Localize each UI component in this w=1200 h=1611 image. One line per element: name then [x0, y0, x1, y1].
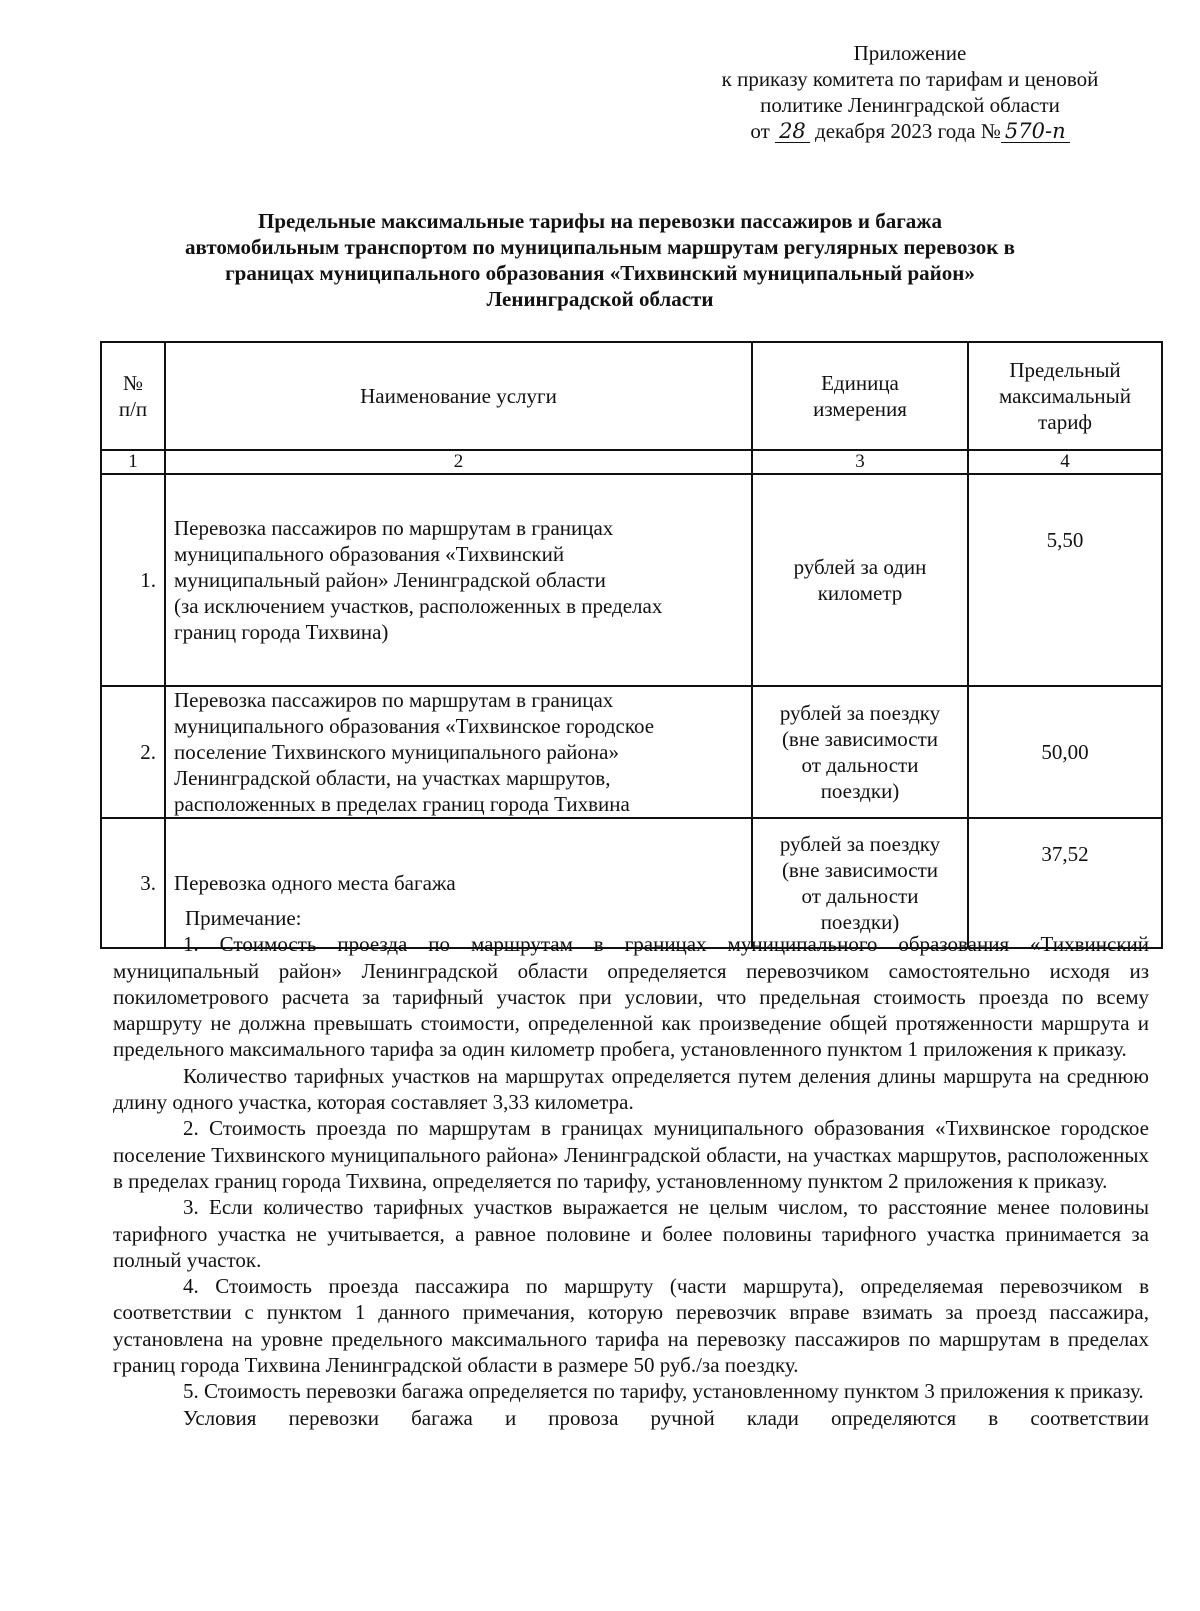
tariff-value: 50,00 [968, 686, 1162, 818]
title-line-2: автомобильным транспортом по муниципальным маршрутам регулярных перевозок в [185, 235, 1015, 259]
note-paragraph-4: 4. Стоимость проезда пассажира по маршруту (части маршрута), определяемая перевозчиком в соответствии с пунктом 1 данного примечания, которую перевозчик вправе взимать за проезд пассажира, установлена на уровне предельного максимального тарифа на перевозку пассажиров по маршрутам в пределах границ города Тихвина Ленинградской области в размере 50 руб./за поездку. [113, 1274, 1149, 1378]
header-no-line-2: п/п [118, 397, 148, 421]
header-no-line-1: № [122, 371, 144, 395]
unit-line: рублей за поездку [779, 832, 941, 856]
unit-line: поездки) [820, 779, 900, 803]
appendix-line-1: Приложение [853, 41, 967, 65]
header-tariff-line-3: тариф [1037, 410, 1093, 434]
tariff-value: 5,50 [968, 474, 1162, 686]
unit-of-measure [752, 686, 968, 818]
date-month-year: декабря 2023 года № [815, 119, 1001, 143]
service-name-line: Перевозка одного места багажа [174, 871, 456, 895]
note-paragraph-5: 5. Стоимость перевозки багажа определяется по тарифу, установленному пунктом 3 приложения к приказу. [183, 1379, 1144, 1404]
notes-section [113, 905, 1149, 1431]
appendix-line-3: политике Ленинградской области [760, 93, 1060, 117]
header-no [101, 342, 165, 450]
service-name-line: расположенных в пределах границ города Тихвина [174, 792, 630, 816]
unit-line: рублей за один [793, 555, 927, 579]
row-number: 1. [101, 474, 165, 686]
service-name-line: (за исключением участков, расположенных в пределах [174, 594, 663, 618]
title-line-1: Предельные максимальные тарифы на перевозки пассажиров и багажа [258, 209, 942, 233]
row-number: 3. [101, 818, 165, 948]
unit-line: (вне зависимости [781, 858, 939, 882]
column-number: 4 [968, 450, 1162, 474]
header-tariff [968, 342, 1162, 450]
table-header-row [101, 342, 1162, 450]
header-unit [752, 342, 968, 450]
notes-heading: Примечание: [185, 906, 302, 930]
date-prefix: от [750, 119, 770, 143]
title-line-4: Ленинградской области [486, 287, 714, 311]
service-name-line: муниципальный район» Ленинградской области [174, 568, 606, 592]
service-name-line: Перевозка пассажиров по маршрутам в границах [174, 688, 614, 712]
service-name-line: муниципального образования «Тихвинское городское [174, 714, 655, 738]
service-name [165, 474, 752, 686]
header-name: Наименование услуги [165, 342, 752, 450]
order-number: 570-п [1001, 120, 1070, 143]
note-paragraph-3: 3. Если количество тарифных участков выражается не целым числом, то расстояние менее половины тарифного участка не учитывается, а равное половине и более половины тарифного участка принимается за полный участок. [113, 1195, 1149, 1272]
tariff-value: 37,52 [968, 818, 1162, 948]
service-name-line: поселение Тихвинского муниципального района» [174, 740, 619, 764]
header-tariff-line-1: Предельный [1009, 358, 1121, 382]
tariffs-table [100, 341, 1163, 949]
row-number: 2. [101, 686, 165, 818]
unit-line: рублей за поездку [779, 701, 941, 725]
note-paragraph-2: 2. Стоимость проезда по маршрутам в границах муниципального образования «Тихвинское городское поселение Тихвинского муниципального района» Ленинградской области, на участках маршрутов, расположенных в пределах границ города Тихвина, определяется по тарифу, установленному пунктом 2 приложения к приказу. [113, 1116, 1149, 1193]
date-day: 28 [775, 120, 810, 143]
column-number: 1 [101, 450, 165, 474]
appendix-date-line [660, 118, 1160, 144]
column-number-row [101, 450, 1162, 474]
column-number: 3 [752, 450, 968, 474]
document-title [100, 208, 1100, 312]
unit-line: от дальности [801, 884, 919, 908]
header-unit-line-2: измерения [813, 397, 907, 421]
column-number: 2 [165, 450, 752, 474]
service-name-line: границ города Тихвина) [174, 620, 389, 644]
unit-line: поездки) [820, 910, 900, 934]
title-line-3: границах муниципального образования «Тихвинский муниципальный район» [225, 261, 975, 285]
appendix-header [660, 40, 1160, 144]
service-name-line: Ленинградской области, на участках маршрутов, [174, 766, 611, 790]
unit-line: километр [817, 581, 903, 605]
unit-of-measure [752, 474, 968, 686]
header-unit-line-1: Единица [821, 371, 899, 395]
service-name-line: Перевозка пассажиров по маршрутам в границах [174, 516, 614, 540]
table-row [101, 686, 1162, 818]
header-tariff-line-2: максимальный [999, 384, 1131, 408]
unit-line: (вне зависимости [781, 727, 939, 751]
appendix-line-2: к приказу комитета по тарифам и ценовой [721, 67, 1099, 91]
service-name-line: муниципального образования «Тихвинский [174, 542, 565, 566]
note-paragraph-6: Условия перевозки багажа и провоза ручной клади определяются в соответствии [183, 1405, 1149, 1430]
table-row [101, 474, 1162, 686]
note-paragraph-1: 1. Стоимость проезда по маршрутам в границах муниципального образования «Тихвинский муниципальный район» Ленинградской области определяется перевозчиком самостоятельно исходя из покилометрового расчета за тарифный участок при условии, что предельная стоимость проезда по всему маршруту не должна превышать стоимости, определенной как произведение общей протяженности маршрута и предельного максимального тарифа за один километр пробега, установленного пунктом 1 приложения к приказу. [113, 932, 1149, 1062]
unit-line: от дальности [801, 753, 919, 777]
note-paragraph-1b: Количество тарифных участков на маршрутах определяется путем деления длины маршрута на среднюю длину одного участка, которая составляет 3,33 километра. [113, 1063, 1149, 1115]
service-name [165, 686, 752, 818]
